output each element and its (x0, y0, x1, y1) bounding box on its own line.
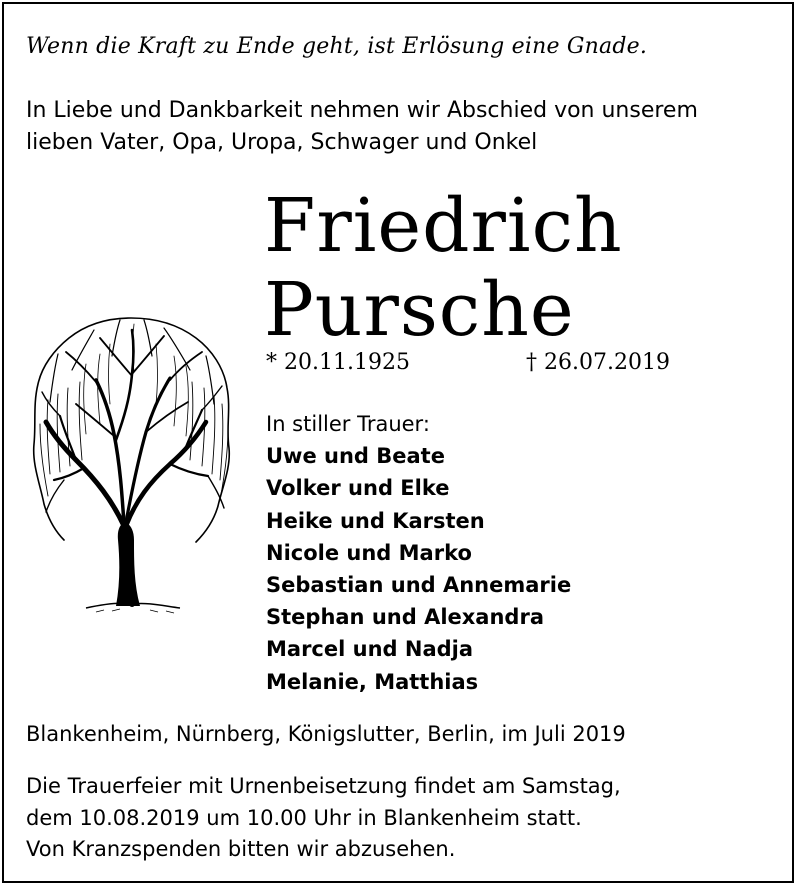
quote: Wenn die Kraft zu Ende geht, ist Erlösung eine Gnade. (26, 34, 648, 59)
mourner-name: Melanie, Matthias (266, 669, 479, 694)
mourner-name: Heike und Karsten (266, 508, 485, 533)
obituary-card (2, 2, 794, 883)
weeping-tree-icon (24, 304, 239, 634)
last-name: Pursche (264, 267, 575, 353)
mourners-list (266, 408, 571, 698)
life-dates (266, 350, 670, 375)
notice-line-1: Die Trauerfeier mit Urnenbeisetzung findet am Samstag, (26, 774, 621, 798)
death-date: † 26.07.2019 (526, 350, 670, 375)
deceased-name (264, 184, 623, 352)
mourner-name: Volker und Elke (266, 476, 450, 501)
first-name: Friedrich (264, 183, 623, 269)
intro-line-2: lieben Vater, Opa, Uropa, Schwager und Onkel (26, 130, 538, 155)
notice-line-3: Von Kranzspenden bitten wir abzusehen. (26, 837, 456, 861)
intro-text (26, 95, 698, 159)
mourner-name: Marcel und Nadja (266, 637, 474, 662)
mourner-name: Sebastian und Annemarie (266, 573, 572, 598)
mourner-name: Stephan und Alexandra (266, 605, 544, 630)
place-date: Blankenheim, Nürnberg, Königslutter, Berlin, im Juli 2019 (26, 722, 626, 746)
notice-line-2: dem 10.08.2019 um 10.00 Uhr in Blankenheim statt. (26, 805, 582, 830)
funeral-notice (26, 771, 621, 866)
birth-date: * 20.11.1925 (266, 350, 410, 375)
intro-line-1: In Liebe und Dankbarkeit nehmen wir Abschied von unserem (26, 98, 698, 123)
mourners-heading: In stiller Trauer: (266, 412, 430, 436)
mourner-name: Uwe und Beate (266, 444, 445, 469)
mourner-name: Nicole und Marko (266, 540, 472, 565)
